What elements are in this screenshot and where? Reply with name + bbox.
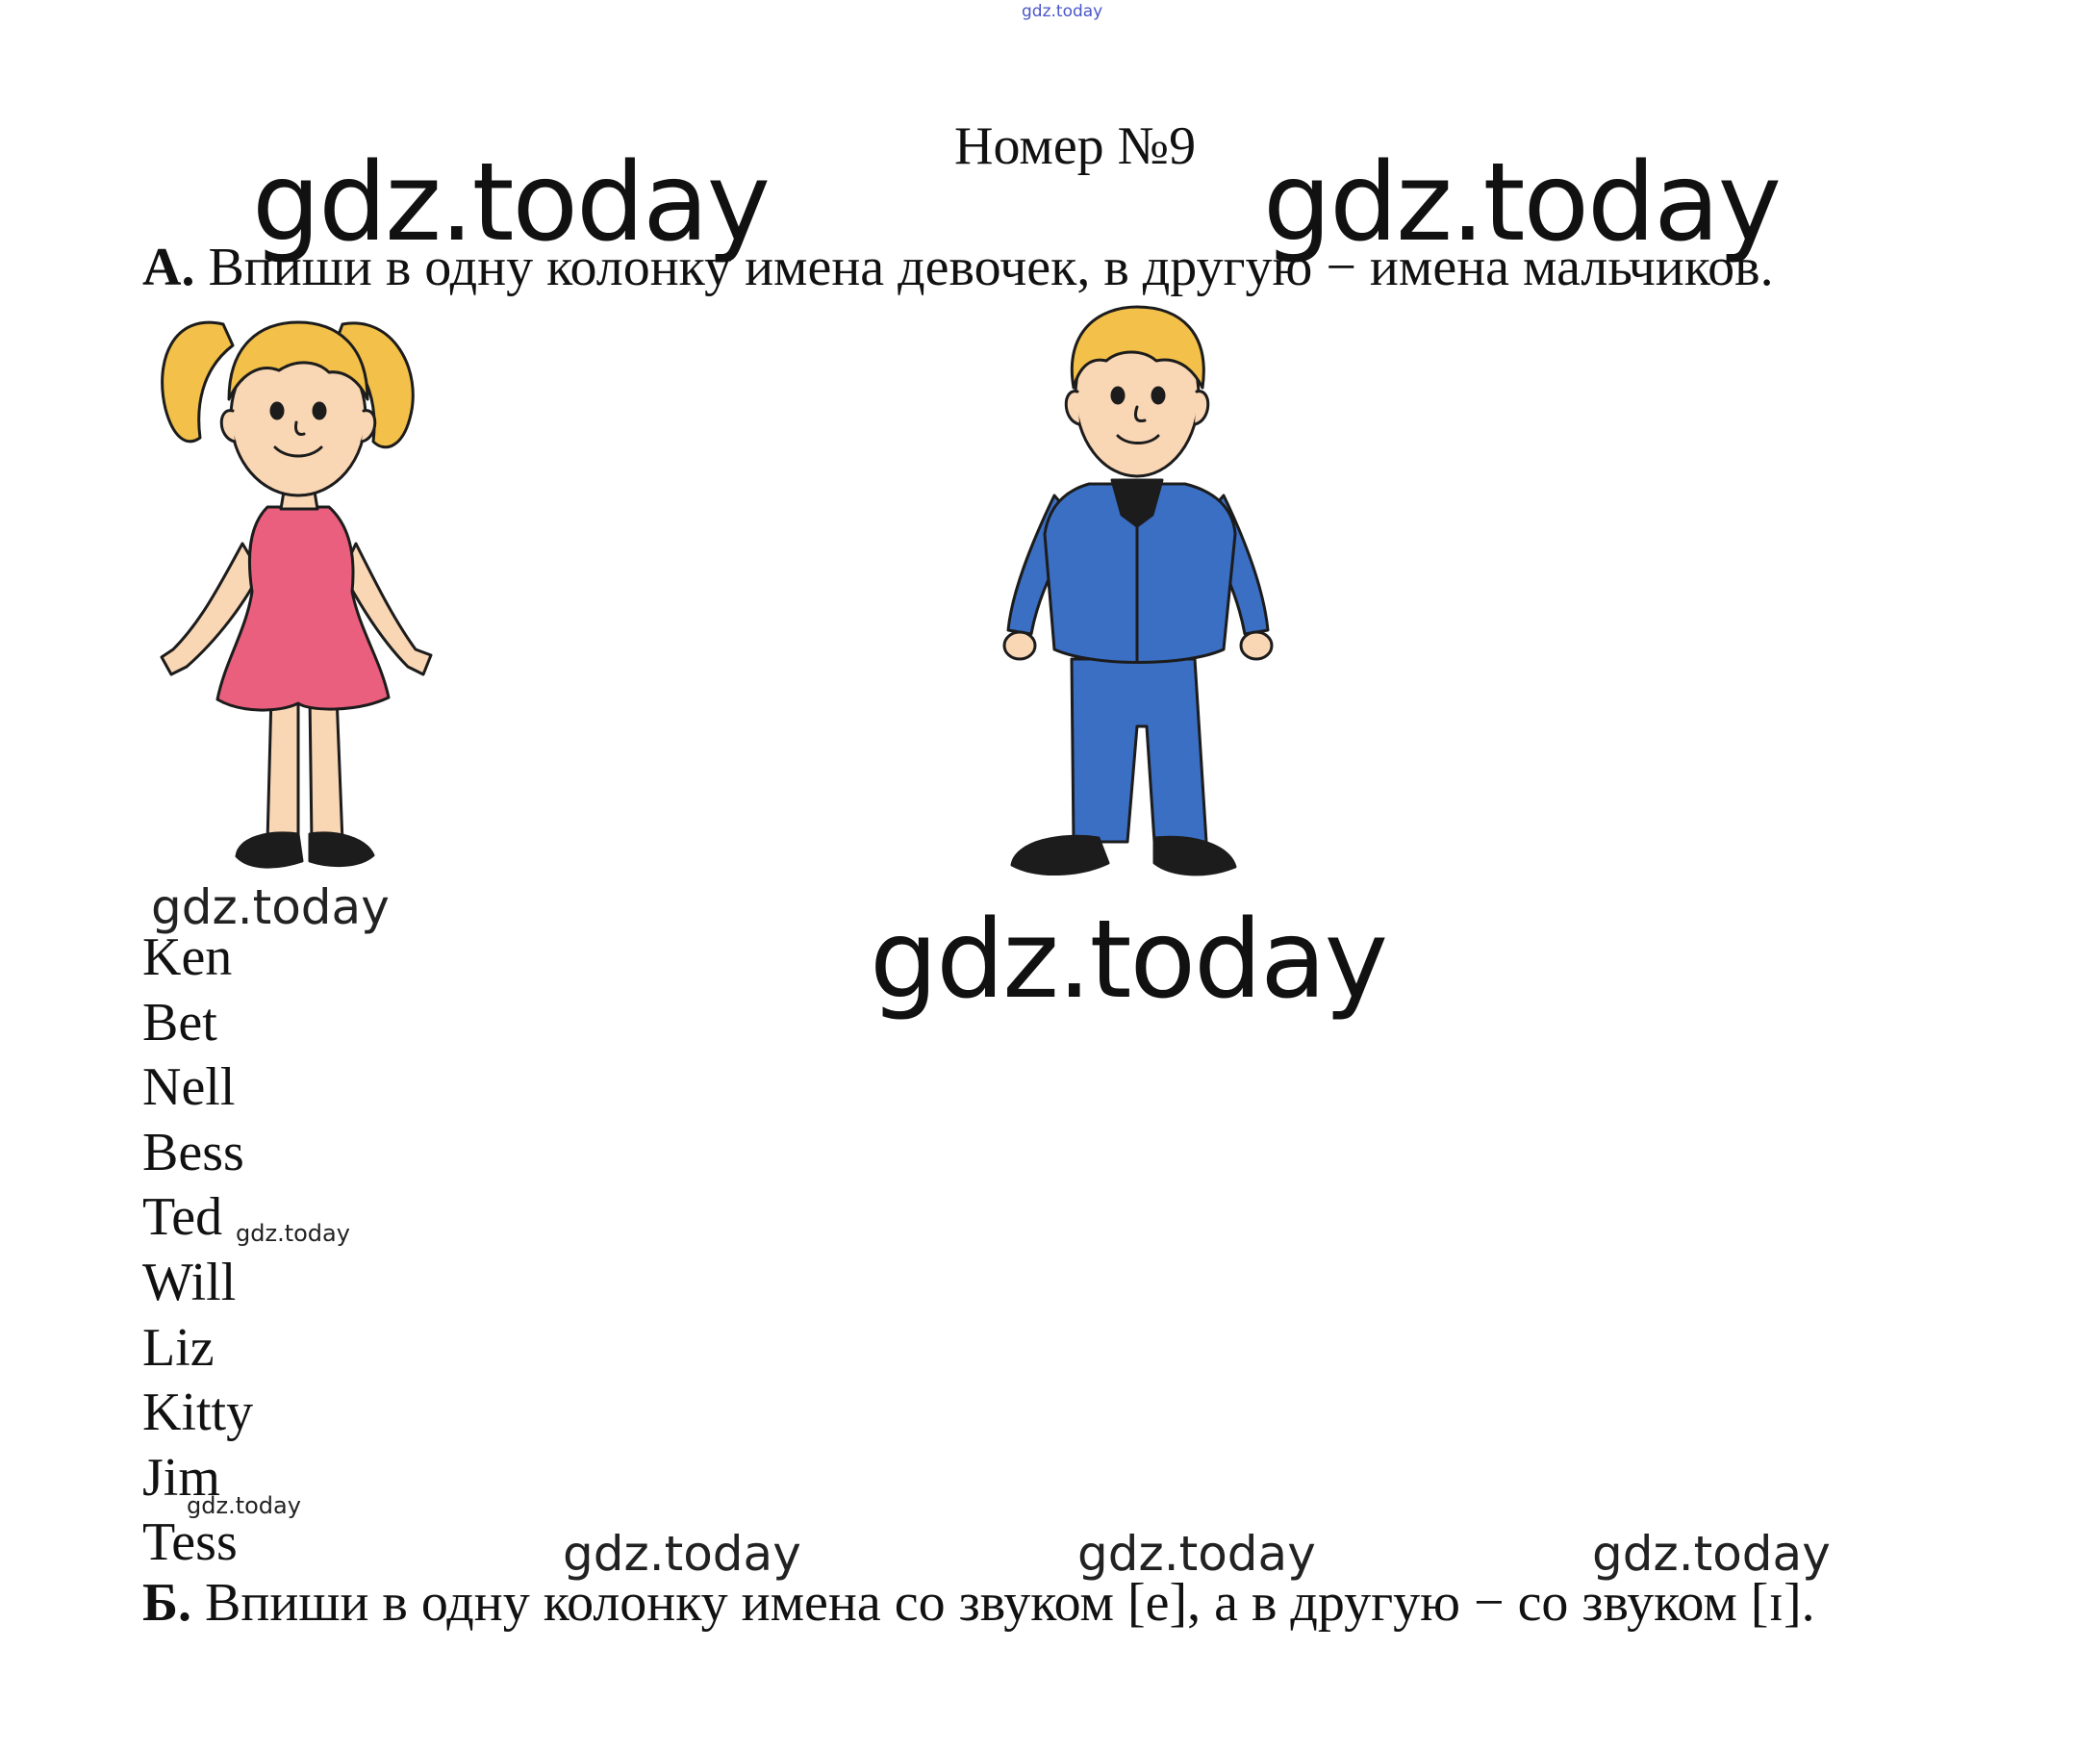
- boy-hand-right: [1241, 632, 1272, 659]
- boy-figure: [1004, 307, 1272, 875]
- task-b-marker: Б.: [142, 1573, 192, 1633]
- watermark-right: gdz.today: [1263, 140, 1781, 266]
- task-a-marker: А.: [142, 238, 195, 297]
- name-item: Bess: [142, 1122, 244, 1182]
- watermark-near-ted: gdz.today: [236, 1220, 350, 1247]
- task-b: [142, 1573, 1815, 1633]
- watermark-row-3: gdz.today: [1592, 1526, 1831, 1582]
- name-item: Ted: [142, 1187, 223, 1248]
- girl-shoe-right: [310, 833, 373, 866]
- name-item: Ken: [142, 927, 233, 987]
- name-item: Will: [142, 1252, 237, 1312]
- names-list: [142, 926, 253, 1576]
- girl-illustration: [154, 303, 443, 892]
- boy-eye-right: [1152, 388, 1164, 403]
- page-title: Номер №9: [954, 116, 1197, 176]
- girl-eye-right: [314, 403, 325, 419]
- watermark-near-tess: gdz.today: [187, 1492, 301, 1519]
- girl-eye-left: [271, 403, 283, 419]
- name-item: Jim: [142, 1447, 220, 1508]
- boy-shoe-right: [1154, 837, 1235, 875]
- watermark-row-1: gdz.today: [563, 1526, 801, 1582]
- girl-shoe-left: [237, 833, 302, 867]
- boy-eye-left: [1112, 388, 1124, 403]
- name-item: Kitty: [142, 1383, 254, 1443]
- watermark-under-girl: gdz.today: [151, 879, 390, 935]
- task-b-text: Впиши в одну колонку имена со звуком [e], а в другую − со звуком [ɪ].: [191, 1573, 1815, 1633]
- name-item: Nell: [142, 1057, 236, 1118]
- watermark-row-2: gdz.today: [1077, 1526, 1316, 1582]
- watermark-left: gdz.today: [252, 140, 770, 266]
- boy-ear-left: [1066, 392, 1079, 424]
- task-a-text: Впиши в одну колонку имена девочек, в другую − имена мальчиков.: [194, 238, 1774, 297]
- girl-figure: [162, 322, 431, 867]
- girl-leg-left: [267, 696, 298, 842]
- watermark-center: gdz.today: [870, 898, 1387, 1023]
- name-item: Tess: [142, 1512, 238, 1573]
- girl-ear-left: [221, 411, 235, 442]
- name-item: Liz: [142, 1317, 215, 1378]
- task-a: [142, 238, 1774, 297]
- boy-shoe-left: [1012, 836, 1108, 874]
- boy-ear-right: [1195, 392, 1208, 424]
- name-item: Bet: [142, 992, 217, 1053]
- top-watermark: gdz.today: [1022, 2, 1103, 21]
- boy-illustration: [993, 303, 1286, 900]
- boy-pants: [1072, 659, 1206, 842]
- girl-leg-right: [310, 696, 342, 842]
- boy-hand-left: [1004, 632, 1035, 659]
